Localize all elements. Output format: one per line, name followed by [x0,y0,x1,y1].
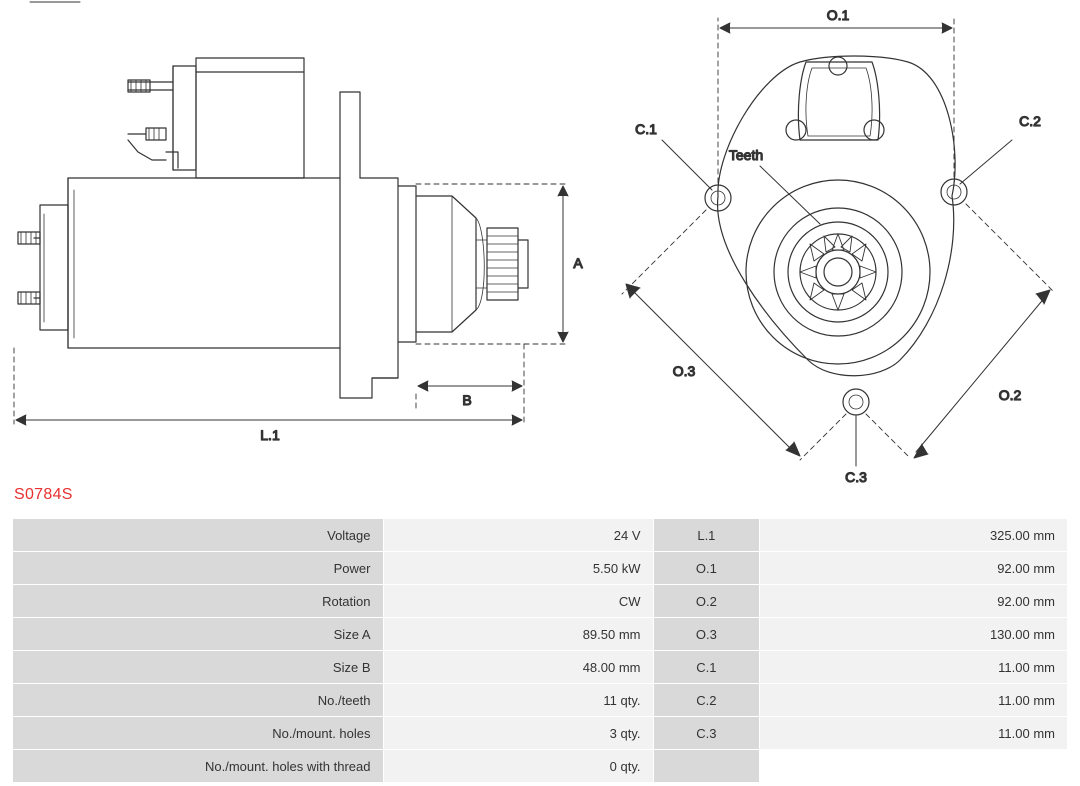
spec-label: Voltage [13,519,384,552]
spec-label-2: C.3 [653,717,760,750]
table-row [13,750,1068,783]
dimension-label-c2: C.2 [1019,113,1041,129]
front-view-dimensions [622,18,1054,460]
spec-value-2: 130.00 mm [760,618,1068,651]
spec-value: 11 qty. [383,684,653,717]
spec-value: 48.00 mm [383,651,653,684]
spec-label: No./teeth [13,684,384,717]
dimension-label-b: B [462,392,472,408]
spec-value-2: 11.00 mm [760,651,1068,684]
side-view-dimension-arrows [16,186,568,425]
dimension-label-o3: O.3 [672,363,696,379]
part-number: S0784S [14,486,73,503]
dimension-label-c1: C.1 [635,121,657,137]
dimension-label-o1: O.1 [826,7,850,23]
spec-value: 5.50 kW [383,552,653,585]
spec-value: 89.50 mm [383,618,653,651]
table-row [13,618,1068,651]
spec-empty-cell-2 [760,750,1068,783]
table-row [13,684,1068,717]
table-row [13,651,1068,684]
spec-label: Size B [13,651,384,684]
spec-value: CW [383,585,653,618]
spec-value-2: 92.00 mm [760,585,1068,618]
spec-label-2: C.2 [653,684,760,717]
table-row [13,519,1068,552]
dimension-label-l1: L.1 [260,427,280,443]
spec-label-2: L.1 [653,519,760,552]
spec-label: No./mount. holes with thread [13,750,384,783]
spec-value: 3 qty. [383,717,653,750]
starter-front-view [705,56,967,415]
dimension-label-c3: C.3 [845,469,867,485]
spec-label: Rotation [13,585,384,618]
spec-label-2: O.1 [653,552,760,585]
spec-label-2: O.2 [653,585,760,618]
table-row [13,552,1068,585]
spec-value: 24 V [383,519,653,552]
spec-value-2: 325.00 mm [760,519,1068,552]
dimension-label-o2: O.2 [998,387,1022,403]
spec-value-2: 92.00 mm [760,552,1068,585]
specification-table [12,518,1068,783]
spec-label-2: C.1 [653,651,760,684]
table-row [13,717,1068,750]
spec-empty-cell [653,750,760,783]
spec-label: No./mount. holes [13,717,384,750]
front-view-leaders [662,140,1012,466]
dimension-label-a: A [573,255,583,271]
spec-label: Power [13,552,384,585]
side-view-dimensions [14,184,568,424]
spec-value-2: 11.00 mm [760,717,1068,750]
front-view-dimension-arrows [626,23,1050,458]
spec-label-2: O.3 [653,618,760,651]
spec-value: 0 qty. [383,750,653,783]
dimension-label-teeth: Teeth [728,147,764,163]
spec-value-2: 11.00 mm [760,684,1068,717]
spec-label: Size A [13,618,384,651]
starter-side-view [18,2,528,398]
table-row [13,585,1068,618]
